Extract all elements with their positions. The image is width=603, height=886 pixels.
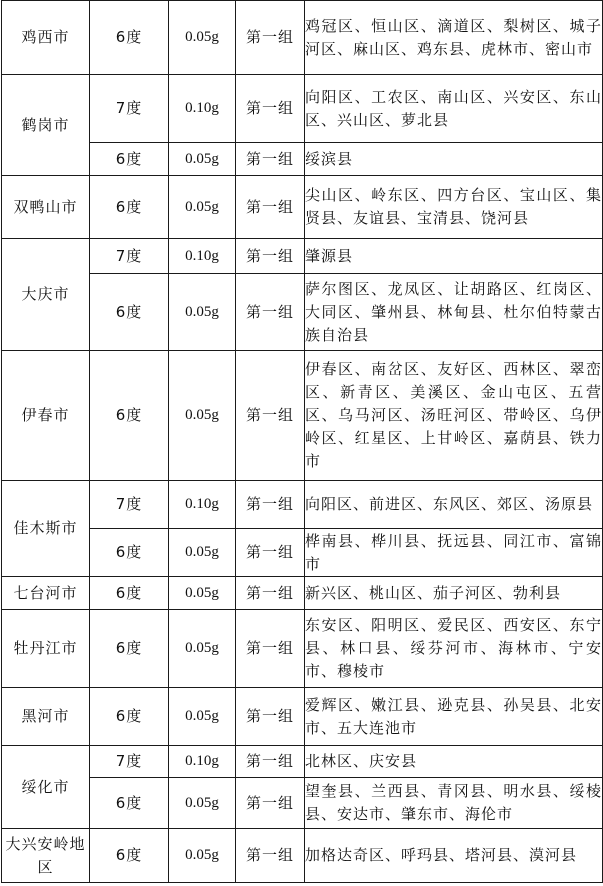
city-cell: 伊春市 (2, 351, 90, 481)
districts-cell: 伊春区、南岔区、友好区、西林区、翠峦区、新青区、美溪区、金山屯区、五营区、乌马河区、汤旺河区、带岭区、乌伊岭区、红星区、上甘岭区、嘉荫县、铁力市 (305, 351, 603, 481)
acceleration-cell: 0.10g (169, 481, 236, 529)
table-row (2, 143, 603, 176)
intensity-degree-cell: 6度 (90, 143, 169, 176)
intensity-degree-cell: 7度 (90, 746, 169, 778)
table-row (2, 577, 603, 610)
city-cell: 黑河市 (2, 688, 90, 746)
design-group-cell: 第一组 (236, 746, 305, 778)
districts-cell: 加格达奇区、呼玛县、塔河县、漠河县 (305, 829, 603, 883)
acceleration-cell: 0.05g (169, 274, 236, 351)
table-row (2, 610, 603, 688)
acceleration-cell: 0.05g (169, 688, 236, 746)
design-group-cell: 第一组 (236, 1, 305, 75)
districts-cell: 向阳区、前进区、东风区、郊区、汤原县 (305, 481, 603, 529)
design-group-cell: 第一组 (236, 176, 305, 239)
districts-cell: 绥滨县 (305, 143, 603, 176)
districts-cell: 东安区、阳明区、爱民区、西安区、东宁县、林口县、绥芬河市、海林市、宁安市、穆棱市 (305, 610, 603, 688)
design-group-cell: 第一组 (236, 829, 305, 883)
intensity-degree-cell: 6度 (90, 778, 169, 829)
table-row (2, 688, 603, 746)
design-group-cell: 第一组 (236, 688, 305, 746)
design-group-cell: 第一组 (236, 239, 305, 274)
table-row (2, 778, 603, 829)
acceleration-cell: 0.05g (169, 351, 236, 481)
city-cell: 绥化市 (2, 746, 90, 829)
city-cell: 大庆市 (2, 239, 90, 351)
table-row (2, 481, 603, 529)
intensity-degree-cell: 6度 (90, 1, 169, 75)
acceleration-cell: 0.05g (169, 778, 236, 829)
districts-cell: 尖山区、岭东区、四方台区、宝山区、集贤县、友谊县、宝清县、饶河县 (305, 176, 603, 239)
acceleration-cell: 0.05g (169, 610, 236, 688)
acceleration-cell: 0.05g (169, 829, 236, 883)
districts-cell: 北林区、庆安县 (305, 746, 603, 778)
intensity-degree-cell: 7度 (90, 481, 169, 529)
table-row (2, 239, 603, 274)
acceleration-cell: 0.05g (169, 176, 236, 239)
districts-cell: 新兴区、桃山区、茄子河区、勃利县 (305, 577, 603, 610)
intensity-degree-cell: 6度 (90, 688, 169, 746)
intensity-degree-cell: 7度 (90, 239, 169, 274)
table-row (2, 1, 603, 75)
districts-cell: 萨尔图区、龙凤区、让胡路区、红岗区、大同区、肇州县、林甸县、杜尔伯特蒙古族自治县 (305, 274, 603, 351)
city-cell: 七台河市 (2, 577, 90, 610)
intensity-degree-cell: 6度 (90, 829, 169, 883)
acceleration-cell: 0.05g (169, 577, 236, 610)
design-group-cell: 第一组 (236, 143, 305, 176)
city-cell: 佳木斯市 (2, 481, 90, 577)
acceleration-cell: 0.05g (169, 529, 236, 577)
districts-cell: 向阳区、工农区、南山区、兴安区、东山区、兴山区、萝北县 (305, 75, 603, 143)
intensity-degree-cell: 6度 (90, 529, 169, 577)
acceleration-cell: 0.10g (169, 746, 236, 778)
districts-cell: 肇源县 (305, 239, 603, 274)
intensity-degree-cell: 6度 (90, 176, 169, 239)
design-group-cell: 第一组 (236, 351, 305, 481)
table-row (2, 829, 603, 883)
districts-cell: 爱辉区、嫩江县、逊克县、孙吴县、北安市、五大连池市 (305, 688, 603, 746)
districts-cell: 鸡冠区、恒山区、滴道区、梨树区、城子河区、麻山区、鸡东县、虎林市、密山市 (305, 1, 603, 75)
design-group-cell: 第一组 (236, 529, 305, 577)
table-row (2, 351, 603, 481)
city-cell: 牡丹江市 (2, 610, 90, 688)
intensity-degree-cell: 7度 (90, 75, 169, 143)
city-cell: 鸡西市 (2, 1, 90, 75)
city-cell: 鹤岗市 (2, 75, 90, 176)
design-group-cell: 第一组 (236, 274, 305, 351)
table-row (2, 75, 603, 143)
design-group-cell: 第一组 (236, 481, 305, 529)
table-row (2, 746, 603, 778)
design-group-cell: 第一组 (236, 610, 305, 688)
design-group-cell: 第一组 (236, 577, 305, 610)
table-row (2, 176, 603, 239)
districts-cell: 望奎县、兰西县、青冈县、明水县、绥棱县、安达市、肇东市、海伦市 (305, 778, 603, 829)
city-cell: 大兴安岭地区 (2, 829, 90, 883)
acceleration-cell: 0.05g (169, 1, 236, 75)
table-row (2, 274, 603, 351)
intensity-degree-cell: 6度 (90, 351, 169, 481)
acceleration-cell: 0.10g (169, 75, 236, 143)
intensity-degree-cell: 6度 (90, 610, 169, 688)
table-row (2, 529, 603, 577)
districts-cell: 桦南县、桦川县、抚远县、同江市、富锦市 (305, 529, 603, 577)
intensity-degree-cell: 6度 (90, 274, 169, 351)
seismic-zoning-table (1, 0, 603, 883)
acceleration-cell: 0.05g (169, 143, 236, 176)
design-group-cell: 第一组 (236, 75, 305, 143)
acceleration-cell: 0.10g (169, 239, 236, 274)
design-group-cell: 第一组 (236, 778, 305, 829)
intensity-degree-cell: 6度 (90, 577, 169, 610)
city-cell: 双鸭山市 (2, 176, 90, 239)
